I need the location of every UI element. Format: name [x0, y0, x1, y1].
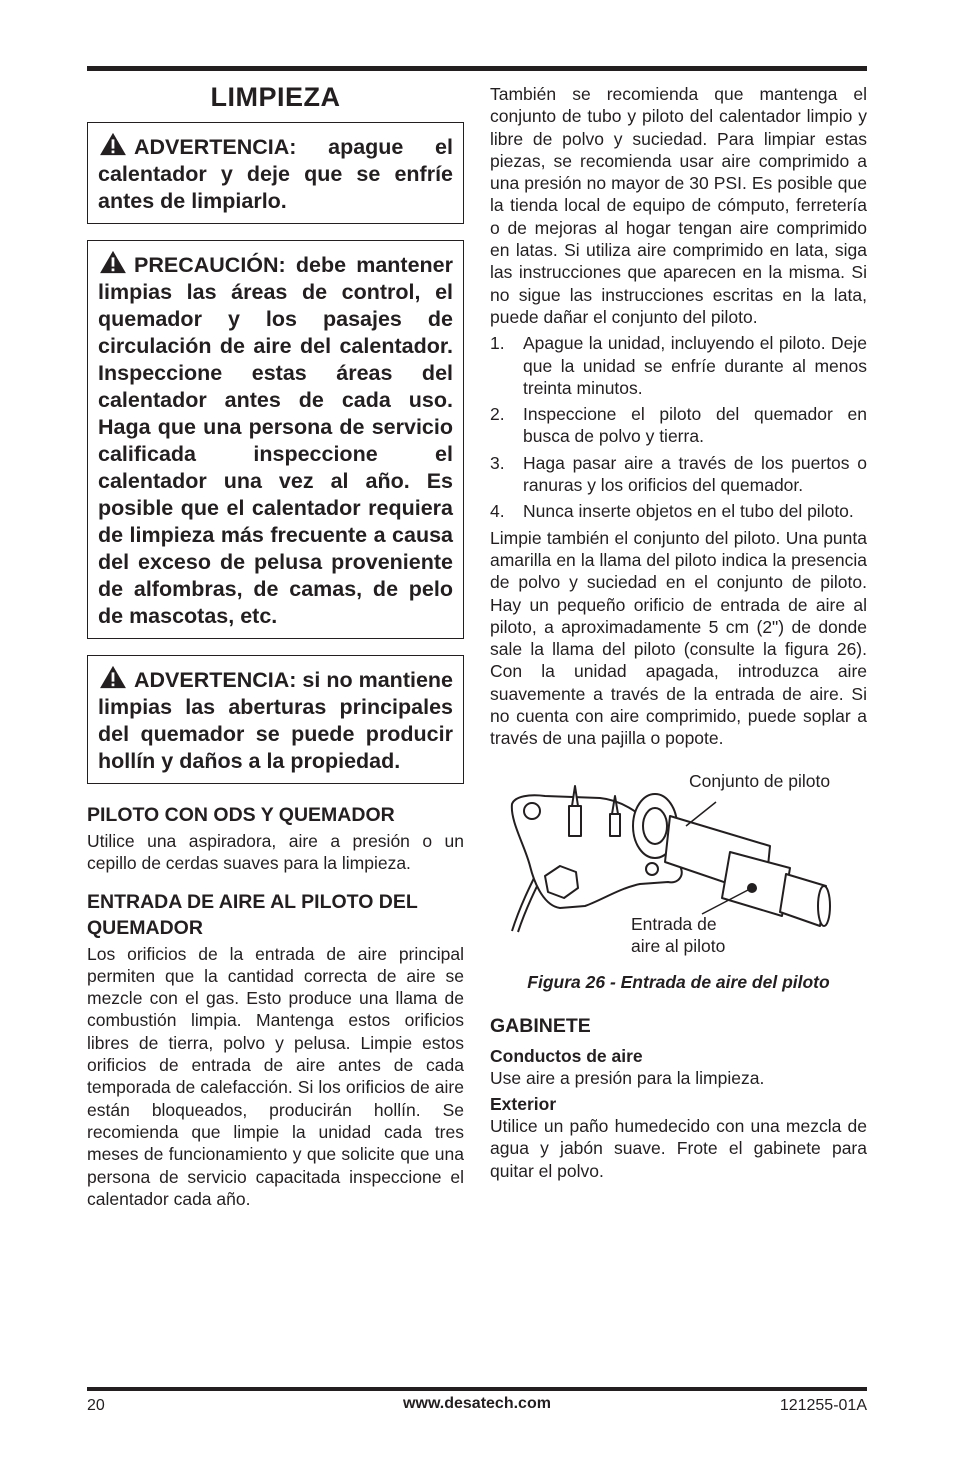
warning-2-text: ADVERTENCIA: si no mantiene limpias las aberturas principales del quemador se puede producir hollín y daños a la propiedad. [98, 668, 453, 773]
intro-paragraph: También se recomienda que mantenga el conjunto de tubo y piloto del calentador limpio y libre de polvo y suciedad. Para limpiar estas piezas, se recomienda usar aire comprimido a una presión no mayor de 30 PSI. Es posible que la tienda local de equipo de cómputo, ferretería o de mejoras al hogar tengan aire comprimido en latas. Si utiliza aire comprimido en lata, siga las instrucciones que aparecen en la misma. Si no sigue las instrucciones escritas en la lata, puede dañar el conjunto del piloto. [490, 84, 867, 327]
list-item: 2. Inspeccione el piloto del quemador en busca de polvo y tierra. [490, 404, 867, 447]
exterior-heading: Exterior [490, 1093, 557, 1114]
page-number: 20 [87, 1397, 105, 1414]
top-rule [87, 66, 867, 71]
pilot-assembly-figure [490, 756, 867, 971]
warning-box-2 [87, 655, 464, 784]
warning-box-1 [87, 122, 464, 224]
exterior-text: Utilice un paño humedecido con una mezcla de agua y jabón suave. Frote el gabinete para quitar el polvo. [490, 1115, 867, 1181]
section-title: LIMPIEZA [210, 82, 341, 112]
cabinet-heading: GABINETE [490, 1014, 591, 1037]
caution-box [87, 240, 464, 639]
pilot-clean-paragraph: Limpie también el conjunto del piloto. Una punta amarilla en la llama del piloto indica la presencia de polvo y suciedad en el conjunto de piloto. Hay un pequeño orificio de entrada de aire al piloto, a aproximadamente 5 cm (2") de donde sale la llama del piloto (consulte la figura 26). Con la unidad apagada, introduzca aire suavemente a través de la entrada de aire. Si no cuenta con aire comprimido, puede soplar a través de una pajilla o popote. [490, 527, 867, 749]
warning-triangle-icon [98, 132, 128, 156]
ducts-heading: Conductos de aire [490, 1045, 643, 1066]
list-item: 1. Apague la unidad, incluyendo el piloto. Deje que la unidad se enfríe durante al menos treinta minutos. [490, 333, 867, 398]
list-item: 3. Haga pasar aire a través de los puertos o ranuras y los orificios del quemador. [490, 452, 867, 496]
bottom-rule [87, 1387, 867, 1391]
warning-triangle-icon [98, 665, 128, 689]
document-code: 121255-01A [779, 1397, 867, 1414]
figure-label-air-inlet: Entrada de aire al piloto [631, 913, 726, 956]
list-item: 4. Nunca inserte objetos en el tubo del piloto. [490, 501, 854, 522]
pilot-heading: PILOTO CON ODS Y QUEMADOR [87, 804, 395, 826]
website-link[interactable]: www.desatech.com [403, 1395, 551, 1412]
figure-caption: Figura 26 - Entrada de aire del piloto [527, 971, 830, 992]
warning-1-text: ADVERTENCIA: apague el calentador y deje que se enfríe antes de limpiarlo. [98, 135, 453, 213]
air-inlet-heading: ENTRADA DE AIRE AL PILOTO DEL QUEMADOR [87, 890, 418, 939]
right-column [490, 83, 867, 1182]
warning-triangle-icon [98, 250, 128, 274]
pilot-text: Utilice una aspiradora, aire a presión o un cepillo de cerdas suaves para la limpieza. [87, 831, 464, 874]
air-inlet-text: Los orificios de la entrada de aire principal permiten que la cantidad correcta de aire se mezcle con el gas. Esto produce una llama de combustión limpia. Mantenga estos orificios libres de tierra, polvo y pelusa. Limpie estos orificios de entrada de aire antes de cada temporada de calefacción. Si los orificios de aire están bloqueados, producirán hollín. Se recomienda que limpie la unidad cada tres meses de funcionamiento y que solicite que una persona de servicio capacitada inspeccione el calentador cada año. [87, 943, 464, 1209]
left-column [87, 78, 464, 1210]
cleaning-steps [490, 332, 867, 522]
caution-text: PRECAUCIÓN: debe mantener limpias las áreas de control, el quemador y los pasajes de circulación de aire del calentador. Inspeccione estas áreas del calentador antes de cada uso. Haga que una persona de servicio calificada inspeccione el calentador una vez al año. Es posible que el calentador requiera de limpieza más frecuente a causa del exceso de pelusa proveniente de alfombras, de camas, de pelo de mascotas, etc. [98, 253, 453, 628]
figure-label-pilot-assembly: Conjunto de piloto [689, 770, 831, 791]
ducts-text: Use aire a presión para la limpieza. [490, 1067, 765, 1088]
